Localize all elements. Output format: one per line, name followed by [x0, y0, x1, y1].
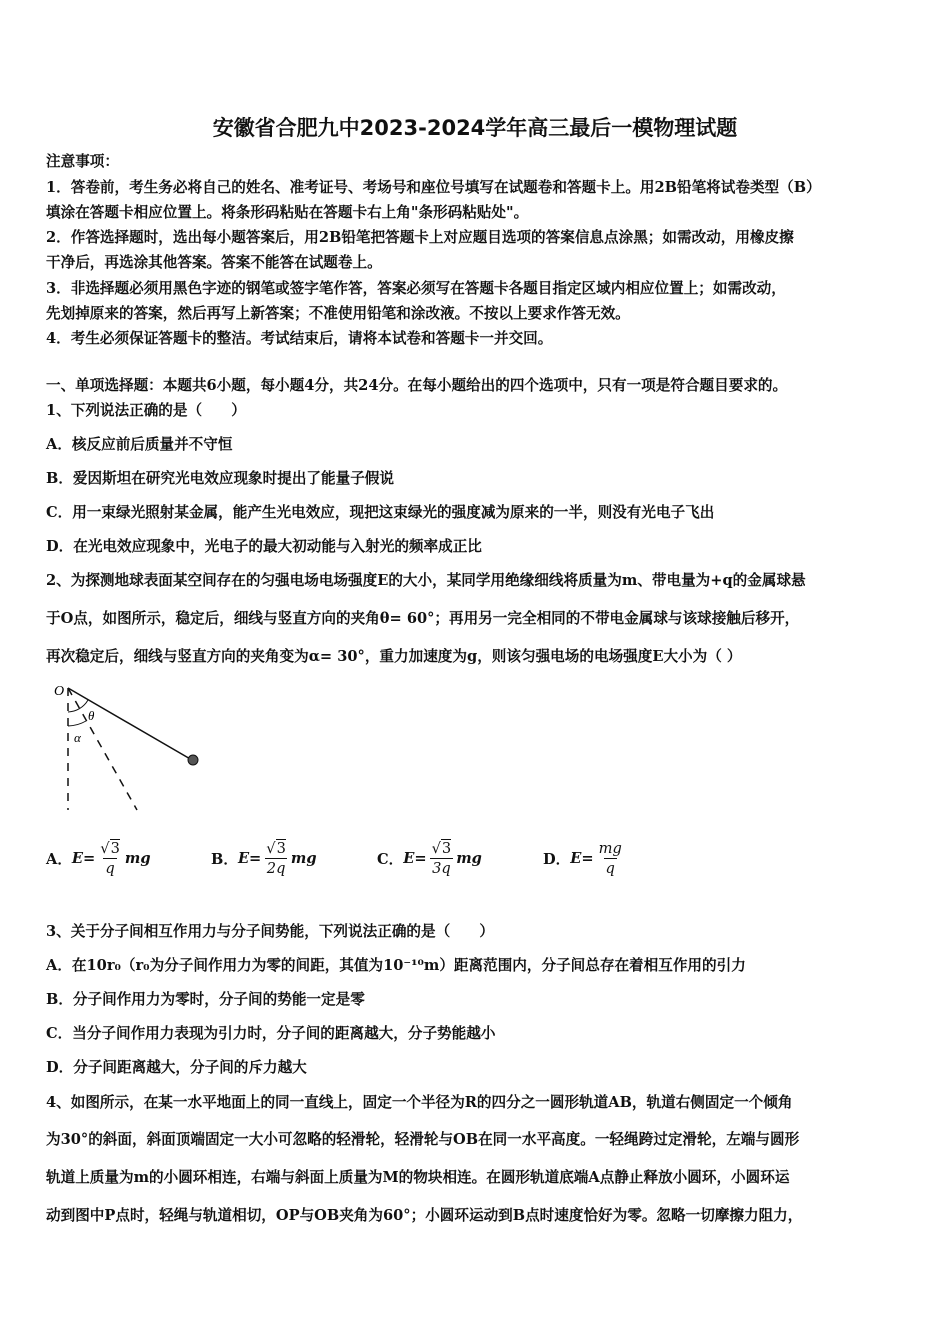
question-3-option-a: A．在10r₀（r₀为分子间作用力为零的间距，其值为10⁻¹⁰m）距离范围内，分子间总存在着相互作用的引力 [46, 957, 746, 974]
question-1-stem: 1、下列说法正确的是（ ） [46, 402, 246, 419]
fraction [98, 840, 122, 877]
question-3-option-b: B．分子间作用力为零时，分子间的势能一定是零 [46, 991, 365, 1008]
notice-line: 填涂在答题卡相应位置上。将条形码粘贴在答题卡右上角"条形码粘贴处"。 [46, 204, 529, 221]
question-2-line: 2、为探测地球表面某空间存在的匀强电场电场强度E的大小，某同学用绝缘细线将质量为m、带电量为+q的金属球悬 [46, 572, 806, 589]
question-4-line: 为30°的斜面，斜面顶端固定一大小可忽略的轻滑轮，轻滑轮与OB在同一水平高度。一轻绳跨过定滑轮，左端与圆形 [46, 1131, 800, 1148]
question-3-option-c: C．当分子间作用力表现为引力时，分子间的距离越大，分子势能越小 [46, 1025, 496, 1042]
pendulum-figure [50, 680, 210, 820]
section-heading: 一、单项选择题：本题共6小题，每小题4分，共24分。在每小题给出的四个选项中，只有一项是符合题目要求的。 [46, 377, 788, 394]
numerator: mg [598, 840, 622, 857]
denominator: q [105, 860, 115, 877]
denominator: q [605, 860, 615, 877]
question-4-line: 轨道上质量为m的小圆环相连，右端与斜面上质量为M的物块相连。在圆形轨道底端A点静止释放小圆环，小圆环运 [46, 1169, 790, 1186]
notice-heading: 注意事项： [46, 153, 119, 170]
choice-tail: mg [124, 850, 151, 867]
page-title: 安徽省合肥九中2023-2024学年高三最后一模物理试题 [212, 116, 738, 140]
choice-lhs: E= [570, 850, 594, 867]
question-2-choice-c [377, 840, 482, 877]
question-2-line: 再次稳定后，细线与竖直方向的夹角变为α= 30°，重力加速度为g，则该匀强电场的电场强度E大小为（ ） [46, 648, 742, 665]
numerator: √3 [100, 840, 120, 857]
choice-lhs: E= [403, 850, 427, 867]
fraction [597, 840, 624, 877]
question-3-option-d: D．分子间距离越大，分子间的斥力越大 [46, 1059, 307, 1076]
denominator: 2q [266, 860, 286, 877]
alpha-label: α [74, 730, 81, 745]
alpha-thread-line [68, 688, 137, 810]
fraction [264, 840, 288, 877]
choice-lhs: E= [237, 850, 262, 867]
notice-line: 4．考生必须保证答题卡的整洁。考试结束后，请将本试卷和答题卡一并交回。 [46, 330, 553, 347]
question-1-option-d: D．在光电效应现象中，光电子的最大初动能与入射光的频率成正比 [46, 538, 482, 555]
question-1-option-a: A．核反应前后质量并不守恒 [46, 436, 233, 453]
question-4-line: 动到图中P点时，轻绳与轨道相切，OP与OB夹角为60°；小圆环运动到B点时速度恰好为零。忽略一切摩擦力阻力， [46, 1207, 803, 1224]
choice-letter: D． [543, 851, 571, 868]
numerator: √3 [431, 840, 452, 857]
theta-label: θ [88, 708, 95, 723]
choice-letter: B． [211, 851, 238, 868]
fraction [430, 840, 454, 877]
question-2-choice-b [211, 840, 317, 877]
theta-thread-line [68, 688, 192, 760]
choice-letter: A． [46, 851, 72, 868]
choice-lhs: E= [71, 850, 96, 867]
notice-line: 干净后，再选涂其他答案。答案不能答在试题卷上。 [46, 254, 382, 271]
choice-tail: mg [290, 850, 317, 867]
choice-tail: mg [456, 850, 482, 867]
question-4-line: 4、如图所示，在某一水平地面上的同一直线上，固定一个半径为R的四分之一圆形轨道AB，轨道右侧固定一个倾角 [46, 1094, 793, 1111]
question-2-choice-a [46, 840, 151, 877]
question-1-option-b: B．爱因斯坦在研究光电效应现象时提出了能量子假说 [46, 470, 394, 487]
question-1-option-c: C．用一束绿光照射某金属，能产生光电效应，现把这束绿光的强度减为原来的一半，则没有光电子飞出 [46, 504, 715, 521]
denominator: 3q [432, 860, 451, 877]
question-2-line: 于O点，如图所示，稳定后，细线与竖直方向的夹角θ= 60°；再用另一完全相同的不带电金属球与该球接触后移开， [46, 610, 800, 627]
point-o-label: O [54, 684, 65, 699]
metal-ball [188, 755, 198, 765]
question-2-choice-d [543, 840, 627, 877]
notice-line: 3．非选择题必须用黑色字迹的钢笔或签字笔作答，答案必须写在答题卡各题目指定区域内相应位置上；如需改动， [46, 280, 786, 297]
alpha-arc [68, 721, 86, 726]
notice-line: 1．答卷前，考生务必将自己的姓名、准考证号、考场号和座位号填写在试题卷和答题卡上。用2B铅笔将试卷类型（B） [46, 179, 821, 196]
numerator: √3 [266, 840, 286, 857]
notice-line: 先划掉原来的答案，然后再写上新答案；不准使用铅笔和涂改液。不按以上要求作答无效。 [46, 305, 630, 322]
choice-letter: C． [377, 851, 404, 868]
notice-line: 2．作答选择题时，选出每小题答案后，用2B铅笔把答题卡上对应题目选项的答案信息点涂黑；如需改动，用橡皮擦 [46, 229, 794, 246]
question-3-stem: 3、关于分子间相互作用力与分子间势能，下列说法正确的是（ ） [46, 923, 494, 940]
